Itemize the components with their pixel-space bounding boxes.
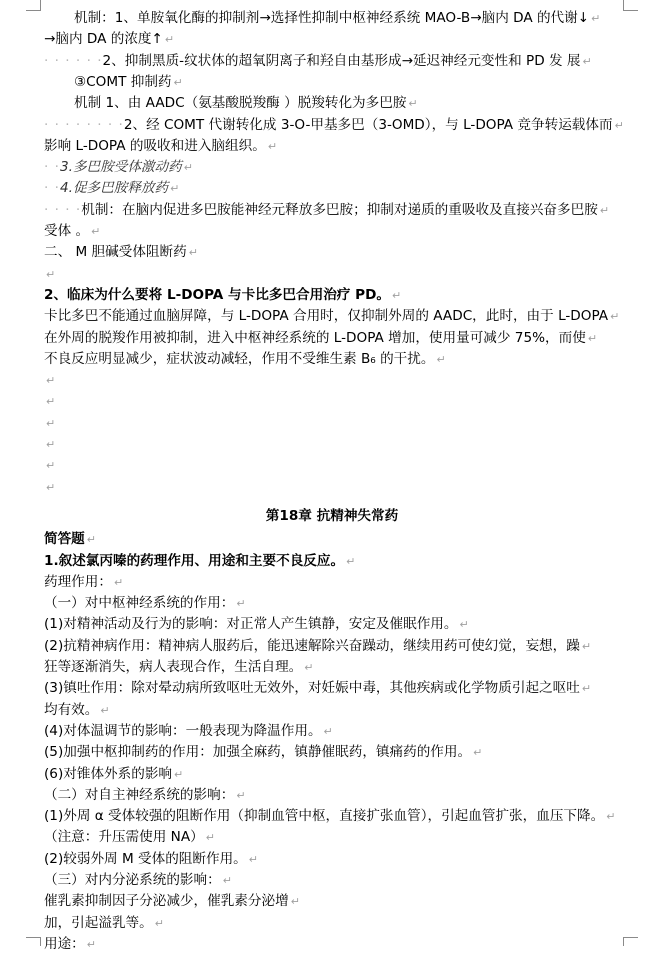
line-text: 影响 L-DOPA 的吸收和进入脑组织。 [44,137,266,154]
line-text: 用途： [44,935,85,952]
text-line [44,29,620,50]
empty-paragraph [44,455,620,476]
paragraph-mark-icon: ↵ [587,331,598,345]
line-text: (2)抗精神病作用：精神病人服药后，能迅速解除兴奋躁动，继续用药可使幻觉，妄想，躁 [44,637,580,654]
line-text: 加，引起溢乳等。 [44,914,153,931]
paragraph-mark-icon: ↵ [391,288,402,302]
line-text: 受体 。 [44,223,90,239]
paragraph-mark-icon: ↵ [46,267,56,281]
text-line [44,242,620,263]
paragraph-mark-icon: ↵ [581,639,592,653]
empty-paragraph [44,370,620,391]
text-line [44,891,620,912]
line-text: 在外周的脱羧作用被抑制，进入中枢神经系统的 L-DOPA 增加，使用量可减少 75%，而使 [44,329,586,346]
line-text: （二）对自主神经系统的影响： [44,786,235,803]
paragraph-mark-icon: ↵ [248,852,258,866]
empty-paragraph [44,391,620,412]
leader-dots: · · [44,159,60,176]
paragraph-mark-icon: ↵ [86,937,96,951]
text-line [44,93,620,114]
text-line [44,51,620,72]
line-text: (4)对体温调节的影响：一般表现为降温作用。 [44,722,322,739]
line-text: 2、抑制黑质-纹状体的超氧阴离子和羟自由基形成→延迟神经元变性和 PD 发 展 [102,52,581,69]
text-line [44,657,620,678]
text-line [44,328,620,349]
leader-dots: · · · · · · · · [44,116,124,133]
text-line [44,742,620,763]
paragraph-mark-icon: ↵ [86,533,96,547]
text-line [44,614,620,635]
text-line [44,934,620,955]
paragraph-mark-icon: ↵ [174,767,184,781]
paragraph-mark-icon: ↵ [581,682,592,696]
line-text: (5)加强中枢抑制药的作用：加强全麻药，镇静催眠药，镇痛药的作用。 [44,744,472,761]
text-line [44,785,620,806]
empty-paragraph [44,413,620,434]
text-line [44,200,620,221]
paragraph-mark-icon: ↵ [170,182,180,196]
line-text: 2、临床为什么要将 L-DOPA 与卡比多巴合用治疗 PD。 [44,286,390,303]
paragraph-mark-icon: ↵ [606,810,616,824]
line-text: 3.多巴胺受体激动药 [59,159,182,176]
leader-dots: · · [44,180,60,197]
line-text: (1)外周 α 受体较强的阻断作用（抑制血管中枢，直接扩张血管），引起血管扩张，血压下降。 [44,808,605,825]
paragraph-mark-icon: ↵ [183,161,193,175]
text-line [44,157,620,178]
paragraph-mark-icon: ↵ [290,895,300,909]
line-text: 机制 1、由 AADC（氨基酸脱羧酶 ）脱羧转化为多巴胺 [74,95,407,112]
paragraph-mark-icon: ↵ [346,554,356,568]
text-line [44,115,624,136]
paragraph-mark-icon: ↵ [46,480,56,494]
line-text: 2、经 COMT 代谢转化成 3-O-甲基多巴（3-OMD），与 L-DOPA 竞争转运载体而 [123,116,613,133]
line-text: 机制：在脑内促进多巴胺能神经元释放多巴胺；抑制对递质的重吸收及直接兴奋多巴胺 [81,201,598,218]
leader-dots: · · · · [44,201,82,218]
crop-mark-top-right [623,0,638,11]
paragraph-mark-icon: ↵ [323,724,333,738]
line-text: (3)镇吐作用：除对晕动病所致呕吐无效外，对妊娠中毒，其他疾病或化学物质引起之呕吐 [44,680,580,697]
paragraph-mark-icon: ↵ [46,374,56,388]
line-text: 均有效。 [44,701,99,718]
text-line [44,8,620,29]
line-text: （三）对内分泌系统的影响： [44,872,221,888]
line-text: （一）对中枢神经系统的作用： [44,595,235,612]
paragraph-mark-icon: ↵ [46,459,56,473]
paragraph-mark-icon: ↵ [164,33,175,47]
line-text: →脑内 DA 的浓度↑ [44,31,163,48]
paragraph-mark-icon: ↵ [91,225,101,238]
paragraph-mark-icon: ↵ [304,661,314,674]
chapter-title: 第18章 抗精神失常药 [265,507,399,524]
paragraph-mark-icon: ↵ [113,575,124,589]
paragraph-mark-icon: ↵ [188,246,198,260]
empty-paragraph [44,477,620,498]
text-line [44,551,620,572]
paragraph-mark-icon: ↵ [46,416,56,430]
line-text: 催乳素抑制因子分泌减少，催乳素分泌增 [44,893,289,910]
text-line [44,221,620,242]
paragraph-mark-icon: ↵ [591,12,601,25]
text-line [44,306,620,327]
text-line [44,913,620,934]
paragraph-mark-icon: ↵ [267,139,278,153]
text-line [44,593,620,614]
text-line [44,700,620,721]
text-line [44,678,620,699]
paragraph-mark-icon: ↵ [236,788,246,802]
line-text: 药理作用： [44,573,112,590]
line-text: (6)对锥体外系的影响 [44,765,173,782]
text-line [44,178,620,199]
paragraph-mark-icon: ↵ [408,97,418,111]
paragraph-mark-icon: ↵ [46,395,56,409]
paragraph-mark-icon: ↵ [582,54,592,68]
paragraph-mark-icon: ↵ [614,118,624,132]
paragraph-mark-icon: ↵ [205,831,215,845]
text-line [44,264,620,285]
text-line [44,870,620,891]
line-text: 二、 M 胆碱受体阻断药 [44,244,187,261]
line-text: ③COMT 抑制药 [74,73,172,90]
line-text: (2)较弱外周 M 受体的阻断作用。 [44,850,247,867]
line-text: 不良反应明显减少，症状波动减轻，作用不受维生素 B₆ 的干扰。 [44,350,435,367]
crop-mark-bottom-left [26,937,41,946]
line-text: 简答题 [44,531,85,548]
leader-dots: · · · · · · [44,52,103,69]
paragraph-mark-icon: ↵ [436,352,446,366]
line-text: 卡比多巴不能通过血脑屏障，与 L-DOPA 合用时，仅抑制外周的 AADC，此时，由于 L-DOPA [44,308,609,325]
paragraph-mark-icon: ↵ [459,618,469,632]
text-line [44,806,620,827]
line-text: 4.促多巴胺释放药 [59,180,169,197]
paragraph-mark-icon: ↵ [173,75,183,89]
line-text: (1)对精神活动及行为的影响：对正常人产生镇静，安定及催眠作用。 [44,616,458,633]
paragraph-mark-icon: ↵ [154,916,164,930]
text-line [44,636,620,657]
paragraph-mark-icon: ↵ [473,746,483,760]
text-line [44,764,620,785]
text-line [44,72,620,93]
paragraph-mark-icon: ↵ [222,874,232,887]
paragraph-mark-icon: ↵ [100,703,110,717]
text-line [44,285,620,306]
text-line [44,572,620,593]
crop-mark-top-left [26,0,41,11]
text-line [44,136,620,157]
paragraph-mark-icon: ↵ [599,203,610,217]
line-text: 机制：1、单胺氧化酶的抑制剂→选择性抑制中枢神经系统 MAO-B→脑内 DA 的代谢↓ [74,10,590,26]
line-text: 狂等逐渐消失，病人表现合作，生活自理。 [44,659,303,675]
paragraph-mark-icon: ↵ [610,310,620,324]
paragraph-mark-icon: ↵ [236,597,246,611]
text-line [44,529,620,550]
paragraph-mark-icon: ↵ [46,438,56,451]
line-text: （注意：升压需使用 NA） [44,829,204,846]
text-line [44,827,620,848]
text-line [44,849,620,870]
empty-paragraph [44,434,620,455]
line-text: 1.叙述氯丙嗪的药理作用、用途和主要不良反应。 [44,552,345,569]
text-line [44,721,620,742]
text-line [44,349,620,370]
crop-mark-bottom-right [623,937,638,946]
